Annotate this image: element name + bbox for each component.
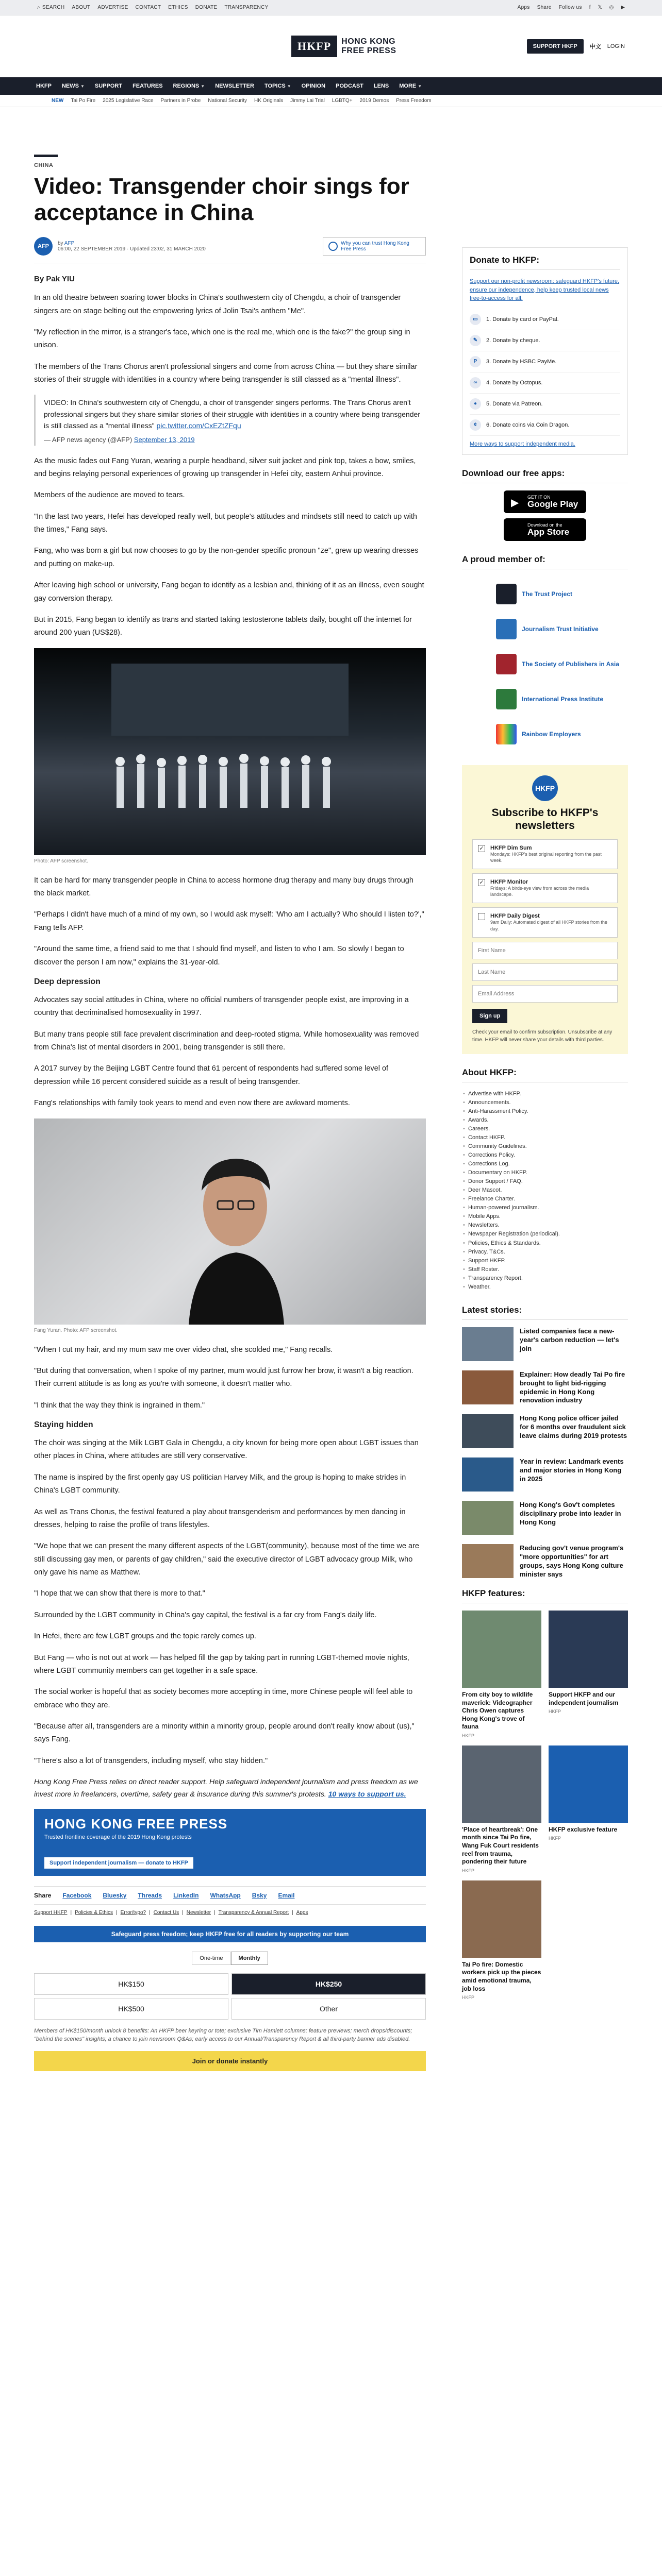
first-name-field[interactable] [472, 942, 618, 959]
share-threads[interactable]: Threads [138, 1891, 162, 1899]
feature-image [462, 1611, 541, 1688]
story-thumbnail [462, 1370, 514, 1404]
main-nav [0, 77, 662, 95]
paragraph: Advocates say social attitudes in China, where no official numbers of transgender people exist, are improving in a country that decriminalised homosexuality in 1997. [34, 995, 409, 1018]
checkbox[interactable] [478, 913, 485, 920]
paragraph: "I think that the way they think is ingrained in them." [34, 1401, 205, 1410]
one-time-option[interactable]: One-time [192, 1952, 230, 1965]
newsletter-logo: HKFP [532, 775, 558, 801]
site-header [0, 15, 662, 77]
story-thumbnail [462, 1327, 514, 1361]
search-icon: ⌕ [37, 5, 40, 10]
nav-more[interactable]: MORE ▼ [399, 83, 422, 89]
about-link[interactable]: • Human-powered journalism. [462, 1204, 628, 1212]
about-link[interactable]: • Donor Support / FAQ. [462, 1177, 628, 1186]
join-donate-button[interactable]: Join or donate instantly [34, 2051, 426, 2071]
login-link[interactable]: LOGIN [607, 43, 625, 49]
trending-link[interactable]: HK Originals [254, 98, 284, 104]
feature-image [462, 1745, 541, 1823]
transparency-link[interactable]: TRANSPARENCY [224, 5, 269, 10]
advertise-link[interactable]: ADVERTISE [97, 5, 128, 10]
paragraph: It can be hard for many transgender people in China to access hormone drug therapy and many buy drugs through the black market. [34, 876, 413, 898]
new-badge: NEW [52, 98, 64, 104]
footer-link[interactable]: Apps [296, 1909, 308, 1916]
about-link[interactable]: • Advertise with HKFP. [462, 1090, 628, 1098]
agency-link[interactable]: AFP [64, 241, 75, 247]
search-link[interactable]: ⌕ SEARCH [37, 5, 65, 10]
about-link[interactable]: • Deer Mascot. [462, 1186, 628, 1195]
about-link[interactable]: • Freelance Charter. [462, 1195, 628, 1204]
trending-link[interactable]: LGBTQ+ [332, 98, 353, 104]
byline: AFP by AFP 06:00, 22 SEPTEMBER 2019 · Updated 23:02, 31 MARCH 2020 Why you can trust Hong Kong Free Press [34, 237, 426, 263]
paragraph: "There's also a lot of transgenders, including myself, who stay hidden." [34, 1756, 268, 1765]
trust-link[interactable]: Why you can trust Hong Kong Free Press [323, 237, 426, 256]
paragraph: The social worker is hopeful that as society becomes more accepting in time, more Chinese people will feel able to embrace who they are. [34, 1688, 413, 1709]
chevron-down-icon: ▼ [287, 83, 291, 89]
article [34, 155, 426, 2071]
sidebar-heading: Latest stories: [462, 1305, 628, 1320]
about-link[interactable]: • Newsletters. [462, 1221, 628, 1230]
more-ways-link[interactable]: More ways to support independent media. [470, 440, 575, 447]
ethics-link[interactable]: ETHICS [168, 5, 188, 10]
footer-link[interactable]: Error/typo? [120, 1909, 146, 1916]
feature-card[interactable]: HKFP exclusive feature HKFP [549, 1745, 628, 1873]
nav-podcast[interactable]: PODCAST [336, 83, 363, 89]
latest-stories [462, 1327, 628, 1579]
newsletter-option[interactable]: ✓ HKFP Dim Sum Mondays: HKFP's best original reporting from the past week. [472, 839, 618, 869]
share-bar [34, 1886, 426, 1905]
about-link[interactable]: • Staff Roster. [462, 1265, 628, 1274]
footer-link[interactable]: Support HKFP [34, 1909, 68, 1916]
paragraph: "In the last two years, Hefei has developed really well, but people's attitudes and mindsets still need to catch up with the times," Fang says. [34, 512, 417, 534]
about-link[interactable]: • Community Guidelines. [462, 1142, 628, 1151]
nav-topics[interactable]: TOPICS ▼ [264, 83, 291, 89]
donate-bar: Safeguard press freedom; keep HKFP free for all readers by supporting our team [34, 1926, 426, 1942]
story-thumbnail [462, 1458, 514, 1492]
nav-regions[interactable]: REGIONS ▼ [173, 83, 205, 89]
tweet-link[interactable]: pic.twitter.com/CxEZtZFqu [156, 421, 241, 430]
feature-image [462, 1880, 541, 1958]
donate-method[interactable]: P 3. Donate by HSBC PayMe. [470, 351, 620, 372]
app-store-badge[interactable]: Download on the App Store [504, 518, 586, 541]
logo-mark: HKFP [291, 36, 337, 57]
chevron-down-icon: ▼ [418, 83, 422, 89]
section-heading: Staying hidden [34, 1420, 93, 1430]
paragraph: But many trans people still face prevalent discrimination and deep-rooted stigma. While homosexuality was removed from China's list of mental disorders in 2001, being transgender is still there. [34, 1030, 419, 1052]
about-link[interactable]: • Corrections Policy. [462, 1151, 628, 1160]
portrait-illustration [34, 1118, 426, 1325]
embedded-tweet: VIDEO: In China's southwestern city of Chengdu, a choir of transgender singers performs. The Trans Chorus aren't professional singers but they share similar stories of their struggle with identities in a country where being transgender is still classed as a "mental illness" pic.twitter.com/CxEZtZFqu — AFP news agency (@AFP) September 13, 2019 [34, 395, 426, 445]
paragraph: "My reflection in the mirror, is a stranger's face, which one is the real me, which one is the fake?" the group sing in unison. [34, 328, 410, 350]
donate-lead-link[interactable]: Support our non-profit newsroom: safeguard HKFP's future, ensure our independence, help keep trusted local news free-to-access for all. [470, 278, 620, 301]
newsletter-heading: Subscribe to HKFP's newsletters [491, 806, 599, 832]
choir-illustration [34, 648, 426, 855]
footer-links: Support HKFP | Policies & Ethics | Error/typo? | Contact Us | Newsletter | Transparency & Annual Report | Apps [34, 1909, 308, 1916]
donate-widget [462, 247, 628, 455]
newsletter-option[interactable]: ✓ HKFP Monitor Fridays: A birds-eye view from across the media landscape. [472, 873, 618, 903]
about-link[interactable]: • Contact HKFP. [462, 1133, 628, 1142]
amount-other[interactable]: Other [231, 1998, 426, 2020]
feature-card[interactable]: Tai Po fire: Domestic workers pick up the pieces amid emotional trauma, job loss HKFP [462, 1880, 541, 2000]
monthly-option[interactable]: Monthly [231, 1952, 268, 1965]
share-link[interactable]: Share [537, 5, 552, 10]
apps-link[interactable]: Apps [517, 5, 530, 10]
trending-link[interactable]: Partners in Probe [160, 98, 201, 104]
sidebar-heading: HKFP features: [462, 1588, 628, 1603]
jti-logo [496, 619, 517, 639]
share-bluesky[interactable]: Bluesky [103, 1891, 127, 1899]
donate-link[interactable]: DONATE [195, 5, 218, 10]
paragraph: "We hope that we can present the many different aspects of the LGBT(community), because most of the time we are still discussing gay men, or parents of gay children," said the executive director of LGBT advocacy group Milk, who only gave his name as Matthew. [34, 1542, 419, 1577]
author-name: By Pak YIU [34, 275, 75, 284]
trust-icon [328, 242, 338, 251]
trending-link[interactable]: Tai Po Fire [71, 98, 96, 104]
nav-opinion[interactable]: OPINION [301, 83, 326, 89]
checkbox-checked[interactable]: ✓ [478, 879, 485, 886]
paragraph: Fang, who was born a girl but now chooses to go by the non-gender specific pronoun "ze", grew up wearing dresses and putting on make-up. [34, 547, 419, 568]
footer-link[interactable]: Contact Us [153, 1909, 179, 1916]
share-facebook[interactable]: Facebook [62, 1891, 92, 1899]
x-icon[interactable]: 𝕏 [598, 5, 602, 10]
facebook-icon[interactable]: f [589, 5, 591, 10]
donate-banner[interactable] [34, 1809, 426, 1876]
follow-link[interactable]: Follow us [558, 5, 582, 10]
share-linkedin[interactable]: LinkedIn [173, 1891, 199, 1899]
tweet-date-link[interactable]: September 13, 2019 [134, 435, 195, 444]
donate-method[interactable]: ▭ 1. Donate by card or PayPal. [470, 309, 620, 330]
octopus-icon: ∞ [470, 377, 481, 388]
features-grid [462, 1611, 628, 2000]
utility-bar [0, 0, 662, 15]
paragraph: As the music fades out Fang Yuran, wearing a purple headband, silver suit jacket and pink top, takes a bow, smiles, and begins relaying personal experiences of growing up transgender in Hefei city, eastern Anhui province. [34, 456, 416, 478]
paragraph: "Around the same time, a friend said to me that I should find myself, and listen to who I am. So slowly I began to discover the person I am now," explains the 31-year-old. [34, 945, 404, 967]
about-link[interactable]: • Mobile Apps. [462, 1212, 628, 1221]
paragraph: "But during that conversation, when I spoke of my partner, mum would just furrow her brow, it wasn't a big reaction. Their current attitude is as long as you're with someone, it doesn't matter who. [34, 1366, 413, 1388]
banner-donate-button[interactable]: Support independent journalism — donate to HKFP [44, 1857, 193, 1869]
story-item[interactable]: Listed companies face a new-year's carbon reduction — let's join [462, 1327, 628, 1361]
amount-250[interactable]: HK$250 [231, 1973, 426, 1995]
play-icon: ▶ [511, 497, 519, 509]
paragraph: But in 2015, Fang began to identify as trans and started taking testosterone tablets daily, bought off the internet for around 200 yuan (US$28). [34, 615, 412, 637]
story-item[interactable]: Reducing gov't venue program's "more opportunities" for art groups, says Hong Kong culture minister says [462, 1544, 628, 1579]
avatar: AFP [34, 237, 53, 256]
story-thumbnail [462, 1544, 514, 1578]
nav-lens[interactable]: LENS [373, 83, 389, 89]
newsletter-widget [462, 765, 628, 1054]
trending-link[interactable]: 2025 Legislative Race [103, 98, 154, 104]
donate-method[interactable]: ✎ 2. Donate by cheque. [470, 330, 620, 351]
paragraph: The members of the Trans Chorus aren't professional singers and come from across China — but they share similar stories of their struggle with identities in a country where being transgender is still classed as a "mental illness". [34, 362, 418, 384]
trending-link[interactable]: Press Freedom [396, 98, 432, 104]
share-email[interactable]: Email [278, 1891, 295, 1899]
about-link[interactable]: • Corrections Log. [462, 1160, 628, 1168]
paragraph: After leaving high school or university, Fang began to identify as a lesbian and, thinking of it as an illness, even sought gay conversion therapy. [34, 581, 424, 603]
member-logo[interactable]: Journalism Trust Initiative [462, 612, 628, 647]
paragraph: The name is inspired by the first openly gay US politician Harvey Milk, and the group is hoping to make strides in China's LGBT community. [34, 1473, 406, 1495]
trending-link[interactable]: 2019 Demos [359, 98, 389, 104]
trending-bar [0, 95, 662, 107]
newsletter-option[interactable]: HKFP Daily Digest 9am Daily: Automated digest of all HKFP stories from the day. [472, 907, 618, 937]
payme-icon: P [470, 356, 481, 367]
about-link[interactable]: • Awards. [462, 1116, 628, 1125]
sidebar [462, 247, 628, 2000]
contact-link[interactable]: CONTACT [135, 5, 161, 10]
signup-button[interactable]: Sign up [472, 1009, 507, 1023]
cheque-icon: ✎ [470, 335, 481, 346]
paragraph: Fang's relationships with family took years to mend and even now there are awkward moments. [34, 1099, 350, 1108]
language-switch[interactable]: 中文 [589, 44, 601, 50]
card-icon: ▭ [470, 314, 481, 325]
sopa-logo [496, 654, 517, 674]
updated-date: Updated 23:02, 31 MARCH 2020 [130, 246, 206, 252]
trending-link[interactable]: National Security [208, 98, 247, 104]
about-link[interactable]: • Support HKFP. [462, 1257, 628, 1265]
paragraph: "I hope that we can show that there is more to that." [34, 1589, 205, 1598]
nav-features[interactable]: FEATURES [133, 83, 163, 89]
feature-card[interactable]: From city boy to wildlife maverick: Videographer Chris Owen captures Hong Kong's trove of fauna HKFP [462, 1611, 541, 1738]
support-notice: Hong Kong Free Press relies on direct reader support. Help safeguard independent journalism and press freedom as we invest more in freelancers, overtime, safety gear & insurance during this summer's protests. 10 ways to support us. [34, 1777, 418, 1799]
paragraph: "Because after all, transgenders are a minority within a minority group, people around don't really know about (us)," says Fang. [34, 1722, 415, 1744]
footer-link[interactable]: Policies & Ethics [75, 1909, 113, 1916]
publish-date: 06:00, 22 SEPTEMBER 2019 [58, 246, 126, 252]
instagram-icon[interactable]: ◎ [609, 5, 614, 10]
choir-stage-photo [34, 648, 426, 855]
share-label: Share [34, 1891, 52, 1899]
nav-hkfp[interactable]: HKFP [36, 83, 52, 89]
section-heading: Deep depression [34, 977, 101, 986]
nav-support[interactable]: SUPPORT [94, 83, 123, 89]
banner-title: HONG KONG FREE PRESS [44, 1816, 228, 1832]
about-link[interactable]: • Transparency Report. [462, 1274, 628, 1283]
email-field[interactable] [472, 985, 618, 1003]
nav-news[interactable]: NEWS ▼ [61, 83, 85, 89]
logo-wordmark: HONG KONG FREE PRESS [341, 37, 396, 55]
chevron-down-icon: ▼ [201, 83, 205, 89]
patreon-icon: ● [470, 398, 481, 410]
share-bsky[interactable]: Bsky [252, 1891, 267, 1899]
about-link[interactable]: ABOUT [72, 5, 91, 10]
paragraph: Members of the audience are moved to tears. [34, 491, 185, 500]
paragraph: A 2017 survey by the Beijing LGBT Centre found that 61 percent of respondents had suffered some level of depression while 16 percent considered suicide as a result of being transgender. [34, 1064, 389, 1086]
frequency-toggle [34, 1952, 426, 1965]
paragraph: The choir was singing at the Milk LGBT Gala in Chengdu, a city known for being more open about LGBT issues than other places in China, where attitudes are still very conservative. [34, 1439, 419, 1461]
last-name-field[interactable] [472, 963, 618, 981]
about-list [462, 1090, 628, 1292]
article-category[interactable]: CHINA [34, 162, 54, 168]
paragraph: As well as Trans Chorus, the festival featured a play about transgenderism and performances by men dancing in dresses, helping to raise the profile of trans lifestyles. [34, 1507, 406, 1529]
about-link[interactable]: • Weather. [462, 1283, 628, 1292]
paragraph: Surrounded by the LGBT community in China's gay capital, the festival is a far cry from Fang's daily life. [34, 1611, 377, 1619]
youtube-icon[interactable]: ▶ [621, 5, 625, 10]
trust-project-logo [496, 584, 517, 604]
paragraph: But Fang — who is not out at work — has helped fill the gap by taking part in running LGBT-themed movie nights, where LGBT community members can get together in a safe space. [34, 1653, 409, 1675]
article-title: Video: Transgender choir sings for acceptance in China [34, 174, 409, 225]
about-link[interactable]: • Announcements. [462, 1098, 628, 1107]
about-link[interactable]: • Careers. [462, 1125, 628, 1133]
paragraph: In Hefei, there are few LGBT groups and the topic rarely comes up. [34, 1632, 256, 1641]
story-item[interactable]: Hong Kong police officer jailed for 6 months over fraudulent sick leave claims during 2019 protests [462, 1414, 628, 1448]
kicker-rule [34, 155, 58, 157]
feature-image [549, 1611, 628, 1688]
photo-caption: Photo: AFP screenshot. [34, 858, 88, 864]
paragraph: "When I cut my hair, and my mum saw me over video chat, she scolded me," Fang recalls. [34, 1345, 333, 1354]
coin-icon: ¢ [470, 419, 481, 431]
paragraph: In an old theatre between soaring tower blocks in China's southwestern city of Chengdu, a choir of transgender singers are on stage belting out the empowering lyrics of Jolin Tsai's anthem "Me". [34, 294, 401, 315]
sidebar-heading: About HKFP: [462, 1067, 628, 1082]
about-link[interactable]: • Documentary on HKFP. [462, 1168, 628, 1177]
chevron-down-icon: ▼ [80, 83, 85, 89]
donate-method[interactable]: ¢ 6. Donate coins via Coin Dragon. [470, 415, 620, 436]
nav-newsletter[interactable]: NEWSLETTER [215, 83, 254, 89]
story-item[interactable]: Hong Kong's Gov't completes disciplinary probe into leader in Hong Kong [462, 1501, 628, 1535]
about-link[interactable]: • Policies, Ethics & Standards. [462, 1239, 628, 1248]
trending-link[interactable]: Jimmy Lai Trial [290, 98, 325, 104]
amount-500[interactable]: HK$500 [34, 1998, 228, 2020]
checkbox-checked[interactable]: ✓ [478, 845, 485, 852]
support-hkfp-button[interactable]: SUPPORT HKFP [527, 39, 584, 54]
support-ways-link[interactable]: 10 ways to support us. [328, 1790, 406, 1799]
member-logo[interactable]: Rainbow Employers [462, 717, 628, 752]
footer-link[interactable]: Transparency & Annual Report [218, 1909, 289, 1916]
photo-caption: Fang Yuran. Photo: AFP screenshot. [34, 1327, 118, 1333]
story-thumbnail [462, 1414, 514, 1448]
membership-benefits: Members of HK$150/month unlock 8 benefits: An HKFP beer keyring or tote; exclusive Tim Hamlett columns; feature previews; merch drops/discounts; "behind the scenes" insights; a chance to join newsroom Q&As; early access to our Annual/Transparency Report & all third-party banner ads disabled. [34, 2027, 412, 2043]
donate-method[interactable]: ● 5. Donate via Patreon. [470, 394, 620, 415]
about-link[interactable]: • Anti-Harassment Policy. [462, 1107, 628, 1116]
sidebar-heading: Download our free apps: [462, 468, 628, 483]
feature-card[interactable]: Support HKFP and our independent journalism HKFP [549, 1611, 628, 1738]
google-play-badge[interactable]: ▶ GET IT ON Google Play [504, 490, 586, 513]
story-item[interactable]: Year in review: Landmark events and major stories in Hong Kong in 2025 [462, 1458, 628, 1492]
rainbow-employers-logo [496, 724, 517, 744]
amount-150[interactable]: HK$150 [34, 1973, 228, 1995]
member-logo[interactable]: The Trust Project [462, 577, 628, 612]
feature-image [549, 1745, 628, 1823]
about-link[interactable]: • Newspaper Registration (periodical). [462, 1230, 628, 1239]
paragraph: "Perhaps I didn't have much of a mind of my own, so I would ask myself: 'Who am I actually? Who should I listen to?'," Fang tells AFP. [34, 910, 424, 932]
amount-options [34, 1973, 426, 2020]
tweet-text: VIDEO: In China's southwestern city of Chengdu, a choir of transgender singers performs. The Trans Chorus aren't professional singers but they share similar stories of their struggle with identities in a country where being transgender is still classed as a "mental illness" pic.twitter.com/CxEZtZFqu [44, 398, 420, 430]
about-link[interactable]: • Privacy, T&Cs. [462, 1248, 628, 1257]
donate-method[interactable]: ∞ 4. Donate by Octopus. [470, 372, 620, 394]
sidebar-heading: A proud member of: [462, 554, 628, 569]
sidebar-heading: Donate to HKFP: [470, 255, 620, 270]
ipi-logo [496, 689, 517, 709]
portrait-photo [34, 1118, 426, 1325]
member-logo[interactable]: International Press Institute [462, 682, 628, 717]
footer-link[interactable]: Newsletter [186, 1909, 211, 1916]
story-thumbnail [462, 1501, 514, 1535]
share-whatsapp[interactable]: WhatsApp [210, 1891, 241, 1899]
story-item[interactable]: Explainer: How deadly Tai Po fire brought to light bid-rigging epidemic in Hong Kong renovation industry [462, 1370, 628, 1405]
banner-subtitle: Trusted frontline coverage of the 2019 Hong Kong protests [44, 1834, 192, 1840]
newsletter-fineprint: Check your email to confirm subscription. Unsubscribe at any time. HKFP will never share your details with third parties. [472, 1029, 613, 1043]
member-logo[interactable]: The Society of Publishers in Asia [462, 647, 628, 682]
site-logo[interactable] [291, 36, 396, 57]
feature-card[interactable]: 'Place of heartbreak': One month since Tai Po fire, Wang Fuk Court residents reel from trauma, pondering their future HKFP [462, 1745, 541, 1873]
